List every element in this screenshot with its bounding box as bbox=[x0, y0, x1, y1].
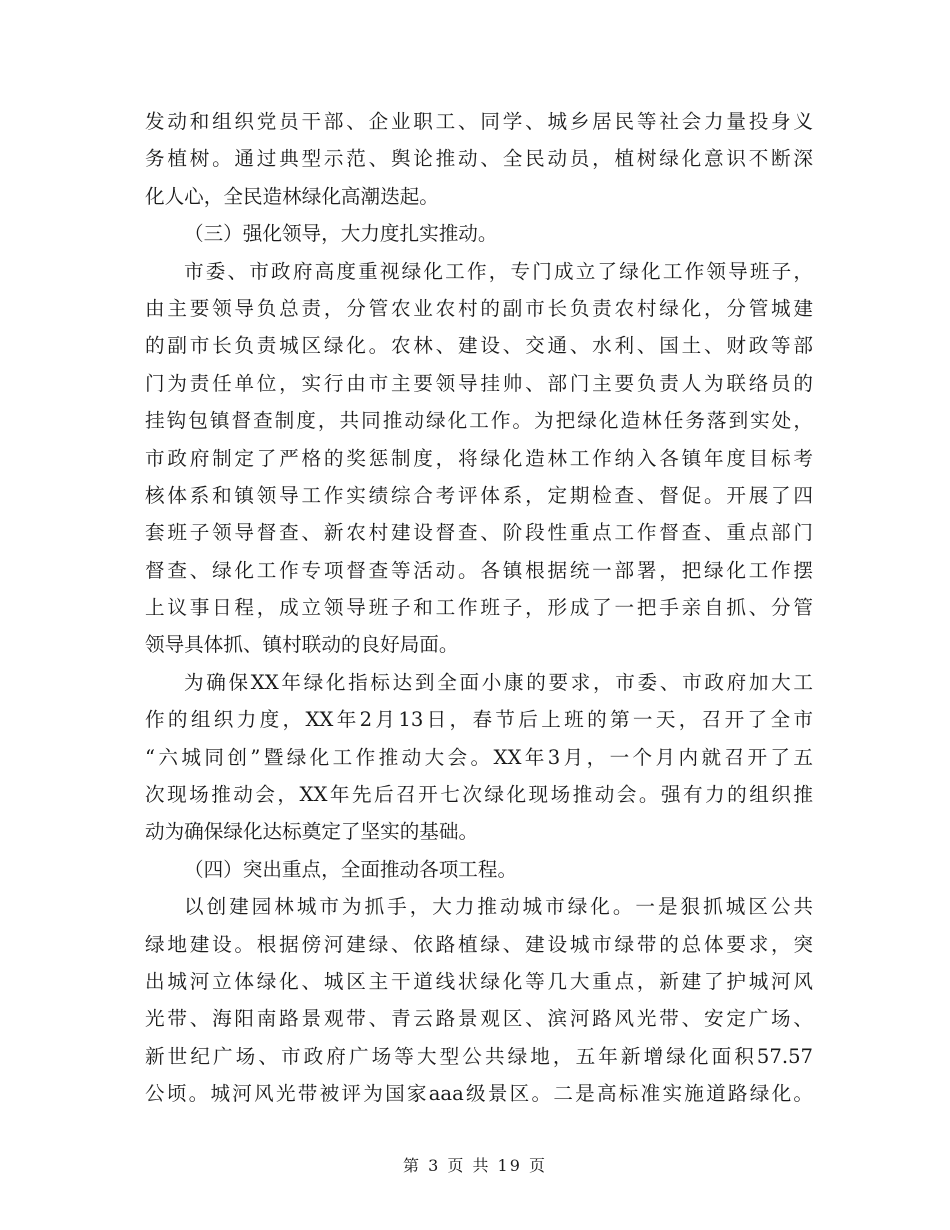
text-line: 领导具体抓、镇村联动的良好局面。 bbox=[145, 633, 459, 657]
text-line: 以创建园林城市为抓手，大力推动城市绿化。一是狠抓城区公共 bbox=[184, 895, 813, 919]
text-line: 督查、绿化工作专项督查等活动。各镇根据统一部署，把绿化工作摆 bbox=[145, 558, 813, 582]
text-line: “六城同创”暨绿化工作推动大会。XX年3月，一个月内就召开了五 bbox=[145, 745, 813, 769]
text-line: 公顷。城河风光带被评为国家aaa级景区。二是高标准实施道路绿化。 bbox=[145, 1082, 813, 1106]
text-line: 务植树。通过典型示范、舆论推动、全民动员，植树绿化意识不断深 bbox=[145, 147, 813, 171]
text-line: 套班子领导督查、新农村建设督查、阶段性重点工作督查、重点部门 bbox=[145, 521, 813, 545]
text-line: 作的组织力度，XX年2月13日，春节后上班的第一天，召开了全市 bbox=[145, 708, 813, 732]
text-line: 市委、市政府高度重视绿化工作，专门成立了绿化工作领导班子， bbox=[184, 259, 813, 283]
text-line: 门为责任单位，实行由市主要领导挂帅、部门主要负责人为联络员的 bbox=[145, 371, 813, 395]
text-line: 的副市长负责城区绿化。农林、建设、交通、水利、国土、财政等部 bbox=[145, 334, 813, 358]
section-heading: （三）强化领导，大力度扎实推动。 bbox=[184, 222, 498, 246]
text-line: 光带、海阳南路景观带、青云路景观区、滨河路风光带、安定广场、 bbox=[145, 1007, 813, 1031]
page-number-footer: 第 3 页 共 19 页 bbox=[403, 1156, 547, 1175]
text-line: 为确保XX年绿化指标达到全面小康的要求，市委、市政府加大工 bbox=[184, 670, 813, 694]
text-line: 核体系和镇领导工作实绩综合考评体系，定期检查、督促。开展了四 bbox=[145, 483, 813, 507]
section-heading: （四）突出重点，全面推动各项工程。 bbox=[184, 857, 518, 881]
text-line: 发动和组织党员干部、企业职工、同学、城乡居民等社会力量投身义 bbox=[145, 110, 813, 133]
text-line: 上议事日程，成立领导班子和工作班子，形成了一把手亲自抓、分管 bbox=[145, 596, 813, 620]
document-body bbox=[145, 103, 813, 1113]
text-line: 绿地建设。根据傍河建绿、依路植绿、建设城市绿带的总体要求，突 bbox=[145, 932, 813, 956]
text-line: 化人心，全民造林绿化高潮迭起。 bbox=[145, 184, 439, 208]
text-line: 次现场推动会，XX年先后召开七次绿化现场推动会。强有力的组织推 bbox=[145, 783, 813, 807]
text-line: 新世纪广场、市政府广场等大型公共绿地，五年新增绿化面积57.57 bbox=[145, 1044, 813, 1068]
text-line: 由主要领导负总责，分管农业农村的副市长负责农村绿化，分管城建 bbox=[145, 296, 813, 320]
text-line: 出城河立体绿化、城区主干道线状绿化等几大重点，新建了护城河风 bbox=[145, 969, 813, 993]
text-line: 动为确保绿化达标奠定了坚实的基础。 bbox=[145, 820, 479, 844]
text-line: 市政府制定了严格的奖惩制度，将绿化造林工作纳入各镇年度目标考 bbox=[145, 446, 813, 470]
text-line: 挂钩包镇督查制度，共同推动绿化工作。为把绿化造林任务落到实处， bbox=[145, 409, 813, 433]
